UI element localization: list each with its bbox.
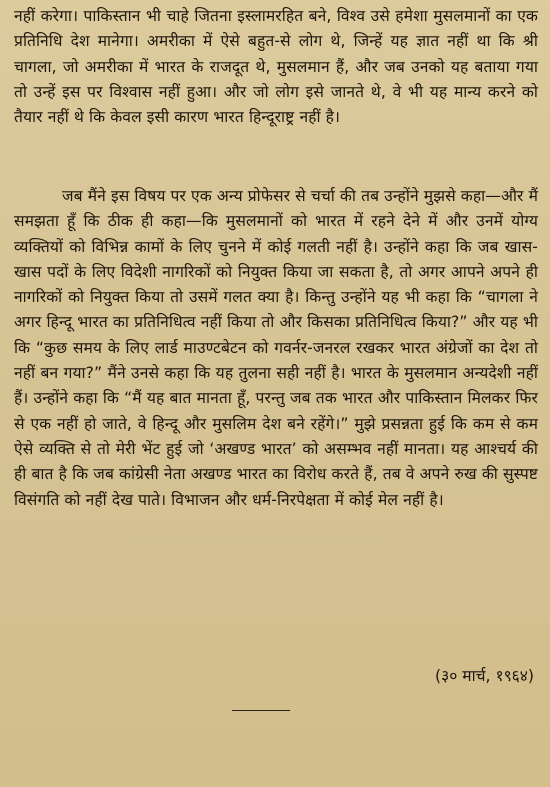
paragraph-2: जब मैंने इस विषय पर एक अन्य प्रोफेसर से चर्चा की तब उन्होंने मुझसे कहा—और मैं समझता हूँ कि ठीक ही कहा—कि मुसलमानों को भारत में रहने देने में और उनमें योग्य व्यक्तियों को विभिन्न कामों के लिए चुनने में कोई गलती नहीं है। उन्होंने कहा कि जब खास-खास पदों के लिए विदेशी नागरिकों को नियुक्त किया जा सकता है, तो अगर आपने अपने ही नागरिकों को नियुक्त किया तो उसमें गलत क्या है। किन्तु उन्होंने यह भी कहा कि “चागला ने अगर हिन्दू भारत का प्रतिनिधित्व नहीं किया तो और किसका प्रतिनिधित्व किया?” और यह भी कि “कुछ समय के लिए लार्ड माउण्टबेटन को गवर्नर-जनरल रखकर भारत अंग्रेजों का देश तो नहीं बन गया?” मैंने उनसे कहा कि यह तुलना सही नहीं है। भारत के मुसलमान अन्यदेशी नहीं हैं। उन्होंने कहा कि “मैं यह बात मानता हूँ, परन्तु जब तक भारत और पाकिस्तान मिलकर फिर से एक नहीं हो जाते, वे हिन्दू और मुसलिम देश बने रहेंगे।” मुझे प्रसन्नता हुई कि कम से कम ऐसे व्यक्ति से तो मेरी भेंट हुई जो ‘अखण्ड भारत’ को असम्भव नहीं मानता। यह आश्चर्य की ही बात है कि जब कांग्रेसी नेता अखण्ड भारत का विरोध करते हैं, तब वे अपने रुख की सुस्पष्ट विसंगति को नहीं देख पाते। विभाजन और धर्म-निरपेक्षता में कोई मेल नहीं है। xyxy=(14,187,538,509)
dateline: (३० मार्च, १९६४) xyxy=(435,667,534,685)
paragraph-1: नहीं करेगा। पाकिस्तान भी चाहे जितना इस्लामरहित बने, विश्व उसे हमेशा मुसलमानों का एक प्रतिनिधि देश मानेगा। अमरीका में ऐसे बहुत-से लोग थे, जिन्हें यह ज्ञात नहीं था कि श्री चागला, जो अमरीका में भारत के राजदूत थे, मुसलमान हैं, और जब उनको यह बताया गया तो उन्हें इस पर विश्वास नहीं हुआ। और जो लोग इसे जानते थे, वे भी यह मान्य करने को तैयार नहीं थे कि केवल इसी कारण भारत हिन्दूराष्ट्र नहीं है। xyxy=(14,7,538,127)
section-divider xyxy=(232,710,290,711)
